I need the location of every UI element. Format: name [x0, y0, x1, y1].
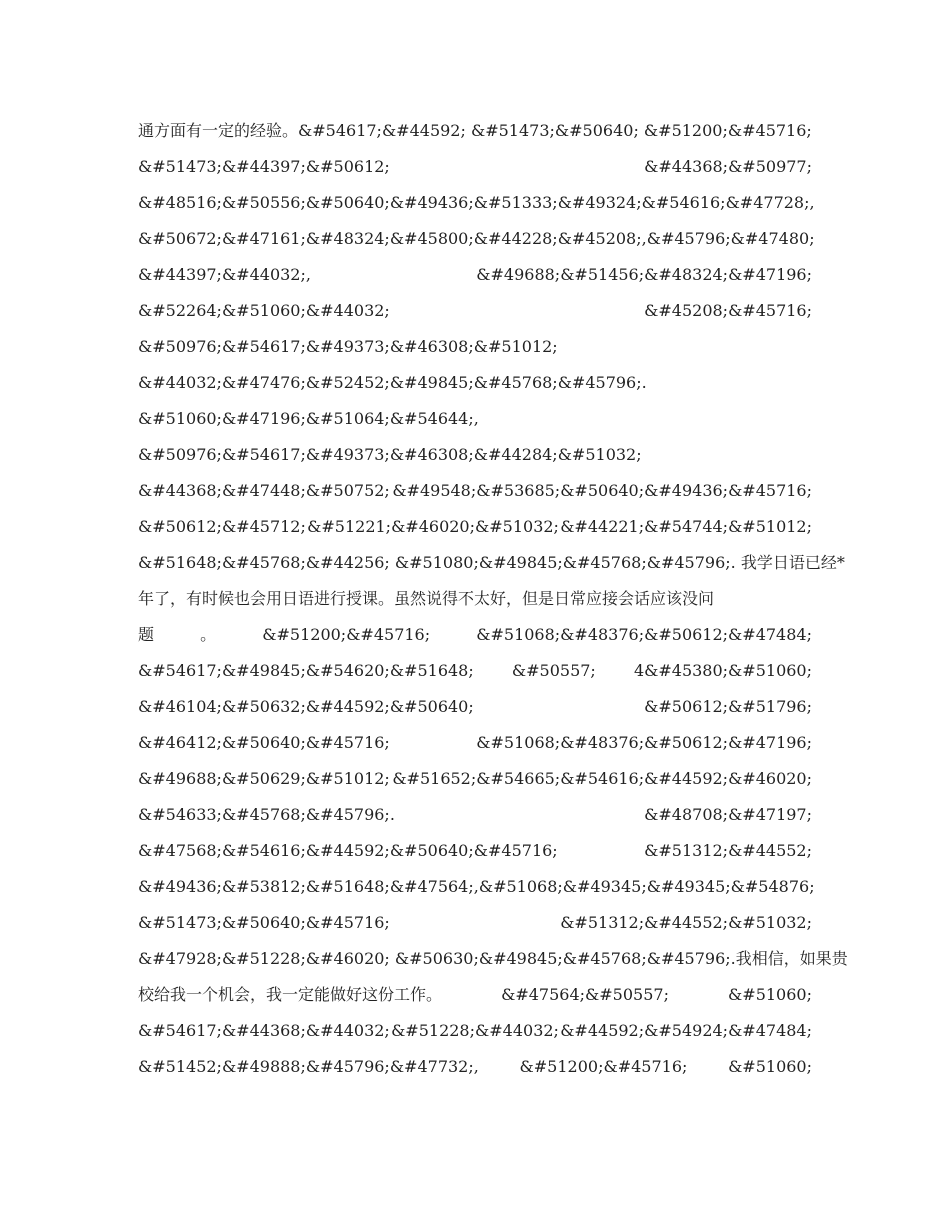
- text-segment: &#51221;&#46020;&#51032;: [307, 517, 559, 536]
- text-line: [138, 941, 848, 977]
- text-line: [138, 257, 812, 293]
- text-segment: &#51060;&#47196;&#51064;&#54644;,: [138, 409, 479, 428]
- text-line: [138, 221, 815, 257]
- text-segment: &#54617;&#49845;&#54620;&#51648;: [138, 661, 474, 680]
- text-line: [138, 401, 812, 437]
- text-segment: &#51473;&#50640;&#45716;: [138, 913, 390, 932]
- text-line: [138, 1049, 812, 1085]
- text-line: [138, 113, 812, 149]
- text-segment: &#50557;: [511, 661, 596, 680]
- text-segment: 4&#45380;&#51060;: [633, 661, 812, 680]
- text-segment: 通方面有一定的经验。&#54617;&#44592; &#51473;&#50640; &#51200;&#45716;: [138, 121, 812, 140]
- text-segment: &#50612;&#45712;: [138, 517, 306, 536]
- text-line: [138, 329, 812, 365]
- text-segment: 。: [200, 625, 217, 644]
- text-segment: &#52264;&#51060;&#44032;: [138, 301, 390, 320]
- text-segment: &#50672;&#47161;&#48324;: [138, 229, 390, 248]
- text-segment: 校给我一个机会，我一定能做好这份工作。: [138, 985, 443, 1004]
- text-segment: &#44032;&#47476;&#52452;&#49845;&#45768;&#45796;.: [138, 373, 647, 392]
- text-line: [138, 1013, 812, 1049]
- text-line: [138, 725, 812, 761]
- text-segment: &#44368;&#50977;: [644, 157, 812, 176]
- text-segment: &#48708;&#47197;: [644, 805, 812, 824]
- text-segment: &#51452;&#49888;&#45796;&#47732;,: [138, 1057, 479, 1076]
- text-segment: &#44592;&#54924;&#47484;: [560, 1021, 812, 1040]
- text-segment: &#49688;&#50629;&#51012;: [138, 769, 390, 788]
- text-line: [138, 293, 812, 329]
- text-line: [138, 653, 812, 689]
- text-segment: &#46104;&#50632;&#44592;&#50640;: [138, 697, 474, 716]
- text-line: [138, 761, 812, 797]
- text-segment: &#45796;&#47480;: [646, 229, 815, 248]
- text-segment: &#46412;&#50640;&#45716;: [138, 733, 390, 752]
- text-line: [138, 977, 812, 1013]
- text-line: [138, 185, 815, 221]
- text-line: [138, 905, 812, 941]
- text-segment: &#47568;&#54616;&#44592;&#50640;&#45716;: [138, 841, 558, 860]
- text-segment: &#44368;&#47448;&#50752;: [138, 481, 390, 500]
- text-segment: &#51648;&#45768;&#44256; &#51080;&#49845;&#45768;&#45796;. 我学日语已经*: [138, 553, 845, 572]
- text-segment: 题: [138, 625, 155, 644]
- text-segment: &#51060;: [728, 985, 812, 1004]
- text-line: [138, 833, 812, 869]
- text-segment: &#45800;&#44228;&#45208;,: [389, 229, 647, 248]
- text-segment: &#49688;&#51456;&#48324;&#47196;: [476, 265, 812, 284]
- text-segment: &#45208;&#45716;: [644, 301, 812, 320]
- text-segment: &#51200;&#45716;: [519, 1057, 688, 1076]
- text-segment: &#51068;&#48376;&#50612;&#47484;: [476, 625, 812, 644]
- text-segment: &#54617;&#44368;&#44032;: [138, 1021, 390, 1040]
- text-segment: &#51473;&#44397;&#50612;: [138, 157, 390, 176]
- text-segment: &#48516;&#50556;&#50640;&#49436;: [138, 193, 474, 212]
- text-line: [138, 797, 812, 833]
- text-segment: &#50612;&#51796;: [644, 697, 812, 716]
- text-segment: &#44397;&#44032;,: [138, 265, 311, 284]
- text-segment: &#51228;&#44032;: [391, 1021, 559, 1040]
- text-segment: &#49436;&#53812;&#51648;&#47564;,: [138, 877, 479, 896]
- text-line: [138, 365, 812, 401]
- text-line: [138, 437, 812, 473]
- text-segment: &#51312;&#44552;: [644, 841, 812, 860]
- text-segment: &#49548;&#53685;&#50640;&#49436;&#45716;: [392, 481, 812, 500]
- text-segment: &#47928;&#51228;&#46020; &#50630;&#49845;&#45768;&#45796;.我相信，如果贵: [138, 949, 848, 968]
- text-segment: &#51333;&#49324;&#54616;&#47728;,: [473, 193, 815, 212]
- text-line: [138, 689, 812, 725]
- text-segment: &#50976;&#54617;&#49373;&#46308;&#44284;&#51032;: [138, 445, 642, 464]
- text-line: [138, 617, 812, 653]
- text-segment: 年了，有时候也会用日语进行授课。虽然说得不太好，但是日常应接会话应该没问: [138, 589, 715, 608]
- text-segment: &#51068;&#48376;&#50612;&#47196;: [476, 733, 812, 752]
- text-segment: &#50976;&#54617;&#49373;&#46308;&#51012;: [138, 337, 558, 356]
- text-segment: &#47564;&#50557;: [501, 985, 669, 1004]
- text-segment: &#51652;&#54665;&#54616;&#44592;&#46020;: [392, 769, 812, 788]
- text-segment: &#54633;&#45768;&#45796;.: [138, 805, 395, 824]
- text-segment: &#51060;: [728, 1057, 812, 1076]
- text-line: [138, 869, 815, 905]
- text-line: [138, 581, 812, 617]
- text-line: [138, 509, 812, 545]
- text-segment: &#49345;&#54876;: [646, 877, 815, 896]
- text-line: [138, 545, 845, 581]
- text-segment: &#44221;&#54744;&#51012;: [560, 517, 812, 536]
- text-line: [138, 473, 812, 509]
- text-segment: &#51068;&#49345;: [478, 877, 647, 896]
- text-line: [138, 149, 812, 185]
- document-body: [138, 113, 848, 1085]
- text-segment: &#51200;&#45716;: [262, 625, 431, 644]
- text-segment: &#51312;&#44552;&#51032;: [560, 913, 812, 932]
